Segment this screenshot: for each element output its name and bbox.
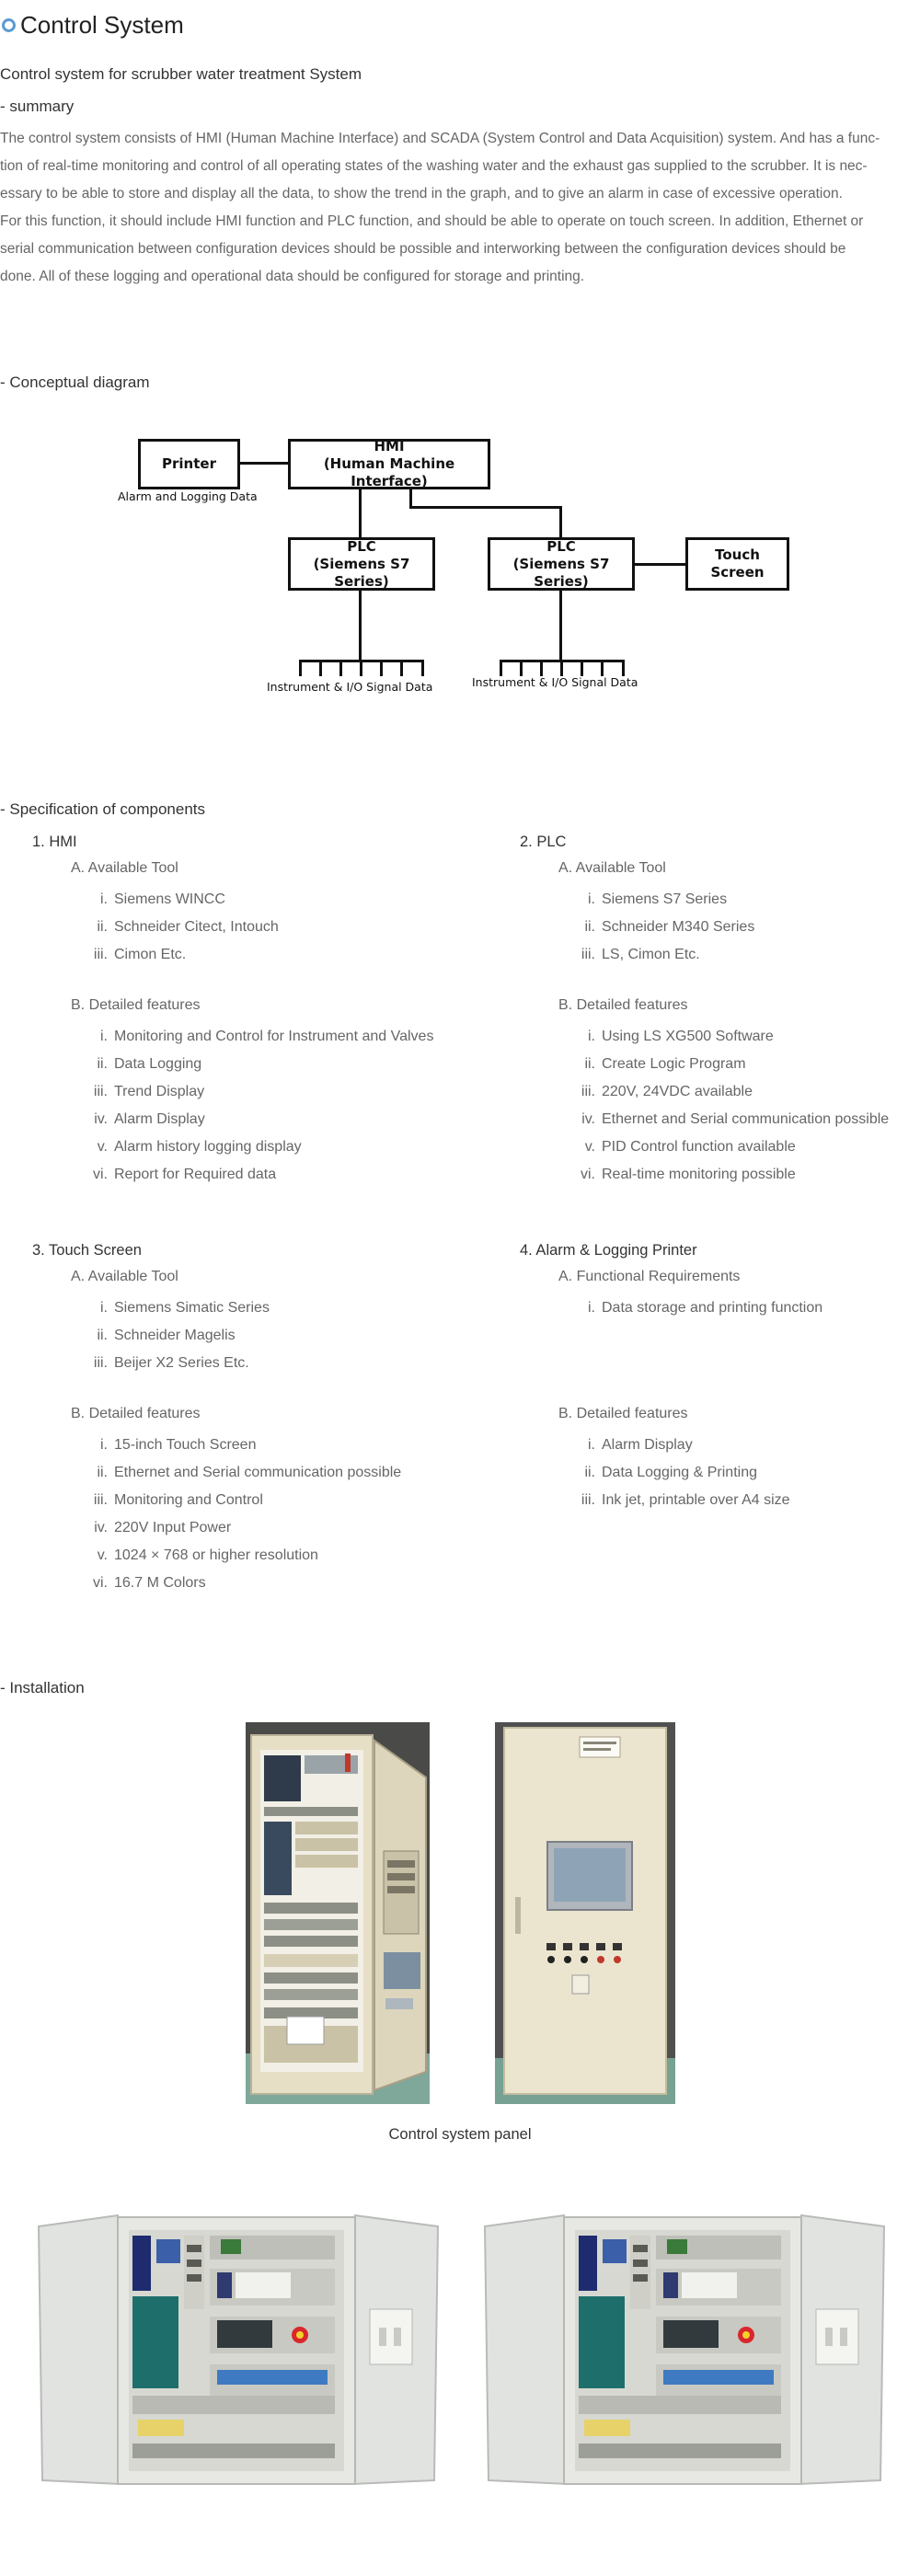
list-item: ii. Schneider M340 Series xyxy=(584,919,755,935)
summary-line: For this function, it should include HMI function and PLC function, and should be able to operate on touch screen. In addition, Ethernet or xyxy=(0,213,864,229)
installation-heading: - Installation xyxy=(0,1679,85,1696)
plc2-io-drop xyxy=(601,660,604,676)
spec-printer xyxy=(520,1242,920,1518)
spec-touch-title: 3. Touch Screen xyxy=(32,1242,142,1259)
list-item: iii. Monitoring and Control xyxy=(93,1492,263,1508)
hmi-label-line2: (Human Machine Interface) xyxy=(323,455,455,489)
summary-line: tion of real-time monitoring and control of all operating states of the washing water and the exhaust gas supplied to the scrubber. It is nec- xyxy=(0,158,868,174)
spec-hmi xyxy=(32,834,465,1202)
plc1-io-drop xyxy=(400,660,403,676)
spec-plc-title: 2. PLC xyxy=(520,834,567,850)
hmi-plc1-connector xyxy=(359,488,362,540)
list-item: i. Using LS XG500 Software xyxy=(588,1029,774,1044)
spec-heading: - Specification of components xyxy=(0,800,206,818)
touch-label-line2: Screen xyxy=(710,564,765,581)
list-item: i. Siemens Simatic Series xyxy=(100,1300,270,1316)
hmi-plc2-connector-a xyxy=(409,488,412,508)
list-item: iii. LS, Cimon Etc. xyxy=(581,947,700,962)
title-bullet-icon xyxy=(2,18,16,32)
list-item: v. Alarm history logging display xyxy=(97,1139,302,1155)
spec-touch xyxy=(32,1242,465,1610)
list-item: v. PID Control function available xyxy=(584,1139,796,1155)
list-item: vi. Report for Required data xyxy=(93,1167,277,1182)
hmi-box xyxy=(288,439,490,489)
plc2-io-drop xyxy=(500,660,502,676)
plc1-io-drop xyxy=(299,660,302,676)
plc2-io-drop xyxy=(622,660,625,676)
spec-printer-a-title: A. Functional Requirements xyxy=(558,1269,741,1284)
list-item: ii. Ethernet and Serial communication possible xyxy=(97,1465,402,1480)
plc2-io-drop xyxy=(540,660,543,676)
list-item: iv. Alarm Display xyxy=(94,1111,205,1127)
summary-line: The control system consists of HMI (Human Machine Interface) and SCADA (System Control and Data Acquisition) system. And has a func- xyxy=(0,131,880,146)
plc2-box xyxy=(488,537,635,591)
plc1-box xyxy=(288,537,435,591)
list-item: iii. Trend Display xyxy=(93,1084,205,1099)
summary-line: done. All of these logging and operational data should be configured for storage and printing. xyxy=(0,269,585,284)
plc2-io-trunk xyxy=(559,591,562,662)
spec-hmi-a-title: A. Available Tool xyxy=(71,860,178,876)
list-item: v. 1024 × 768 or higher resolution xyxy=(97,1547,318,1563)
spec-plc-a-title: A. Available Tool xyxy=(558,860,666,876)
list-item: i. Siemens WINCC xyxy=(100,891,225,907)
list-item: i. Alarm Display xyxy=(588,1437,693,1453)
list-item: iv. 220V Input Power xyxy=(94,1520,232,1535)
list-item: vi. 16.7 M Colors xyxy=(93,1575,206,1591)
list-item: ii. Schneider Citect, Intouch xyxy=(97,919,279,935)
list-item: i. Data storage and printing function xyxy=(588,1300,823,1316)
list-item: iii. Beijer X2 Series Etc. xyxy=(93,1355,249,1371)
printer-box xyxy=(138,439,240,489)
list-item: i. Siemens S7 Series xyxy=(588,891,728,907)
plc1-io-label: Instrument & I/O Signal Data xyxy=(267,680,433,694)
list-item: ii. Data Logging & Printing xyxy=(584,1465,757,1480)
plc1-label-line2: (Siemens S7 Series) xyxy=(313,555,410,590)
list-item: i. Monitoring and Control for Instrument and Valves xyxy=(100,1029,434,1044)
hmi-plc2-connector-b xyxy=(409,506,562,509)
spec-plc xyxy=(520,834,920,1202)
printer-label: Printer xyxy=(162,455,216,472)
summary-line: serial communication between configuration devices should be possible and interworking between the configuration devices should be xyxy=(0,241,846,257)
installation-caption: Control system panel xyxy=(388,2126,532,2143)
plc1-io-trunk xyxy=(359,591,362,662)
plc2-touch-connector xyxy=(635,563,685,566)
list-item: ii. Schneider Magelis xyxy=(97,1328,236,1343)
plc1-io-drop xyxy=(421,660,424,676)
touch-label-line1: Touch xyxy=(715,546,760,563)
summary-line: essary to be able to store and display all the data, to show the trend in the graph, and to give an alarm in case of excessive operation. xyxy=(0,186,843,201)
printer-hmi-connector xyxy=(240,462,288,465)
list-item: ii. Data Logging xyxy=(97,1056,202,1072)
open-panel-photo xyxy=(246,1722,430,2104)
hmi-plc2-connector-c xyxy=(559,506,562,540)
list-item: ii. Create Logic Program xyxy=(584,1056,746,1072)
list-item: i. 15-inch Touch Screen xyxy=(100,1437,257,1453)
summary-text xyxy=(0,125,920,291)
diagram-heading: - Conceptual diagram xyxy=(0,374,150,391)
spec-hmi-title: 1. HMI xyxy=(32,834,77,850)
plc2-io-drop xyxy=(520,660,523,676)
plc1-label-line1: PLC xyxy=(347,537,376,555)
plc2-io-label: Instrument & I/O Signal Data xyxy=(472,675,638,689)
closed-panel-photo xyxy=(495,1722,675,2104)
page-subtitle: Control system for scrubber water treatment System xyxy=(0,65,362,83)
list-item: iii. Cimon Etc. xyxy=(93,947,187,962)
spec-hmi-b-title: B. Detailed features xyxy=(71,997,201,1013)
plc2-label-line2: (Siemens S7 Series) xyxy=(512,555,610,590)
plc2-io-drop xyxy=(560,660,563,676)
spec-touch-b-title: B. Detailed features xyxy=(71,1406,201,1421)
open-cabinet-illustration xyxy=(37,2208,440,2493)
closed-panel-illustration xyxy=(495,1722,675,2104)
page-title-row xyxy=(0,11,184,40)
list-item: iii. Ink jet, printable over A4 size xyxy=(581,1492,790,1508)
conceptual-diagram xyxy=(110,423,810,699)
open-cabinet-illustration-2 xyxy=(483,2208,886,2493)
spec-printer-b-title: B. Detailed features xyxy=(558,1406,688,1421)
plc1-io-drop xyxy=(319,660,322,676)
open-panel-illustration xyxy=(246,1722,430,2104)
cabinet-photo-left xyxy=(37,2208,440,2493)
spec-printer-title: 4. Alarm & Logging Printer xyxy=(520,1242,697,1259)
list-item: iv. Ethernet and Serial communication possible xyxy=(581,1111,890,1127)
list-item: vi. Real-time monitoring possible xyxy=(581,1167,796,1182)
cabinet-photo-right xyxy=(483,2208,886,2493)
summary-heading: - summary xyxy=(0,98,75,115)
page-title: Control System xyxy=(20,11,184,39)
printer-caption: Alarm and Logging Data xyxy=(118,489,258,503)
spec-touch-a-title: A. Available Tool xyxy=(71,1269,178,1284)
list-item: iii. 220V, 24VDC available xyxy=(581,1084,753,1099)
hmi-label-line1: HMI xyxy=(374,438,405,454)
plc1-io-drop xyxy=(360,660,362,676)
touch-screen-box xyxy=(685,537,789,591)
plc1-io-drop xyxy=(380,660,383,676)
plc2-io-drop xyxy=(581,660,583,676)
spec-plc-b-title: B. Detailed features xyxy=(558,997,688,1013)
plc1-io-drop xyxy=(339,660,342,676)
plc2-label-line1: PLC xyxy=(546,537,576,555)
